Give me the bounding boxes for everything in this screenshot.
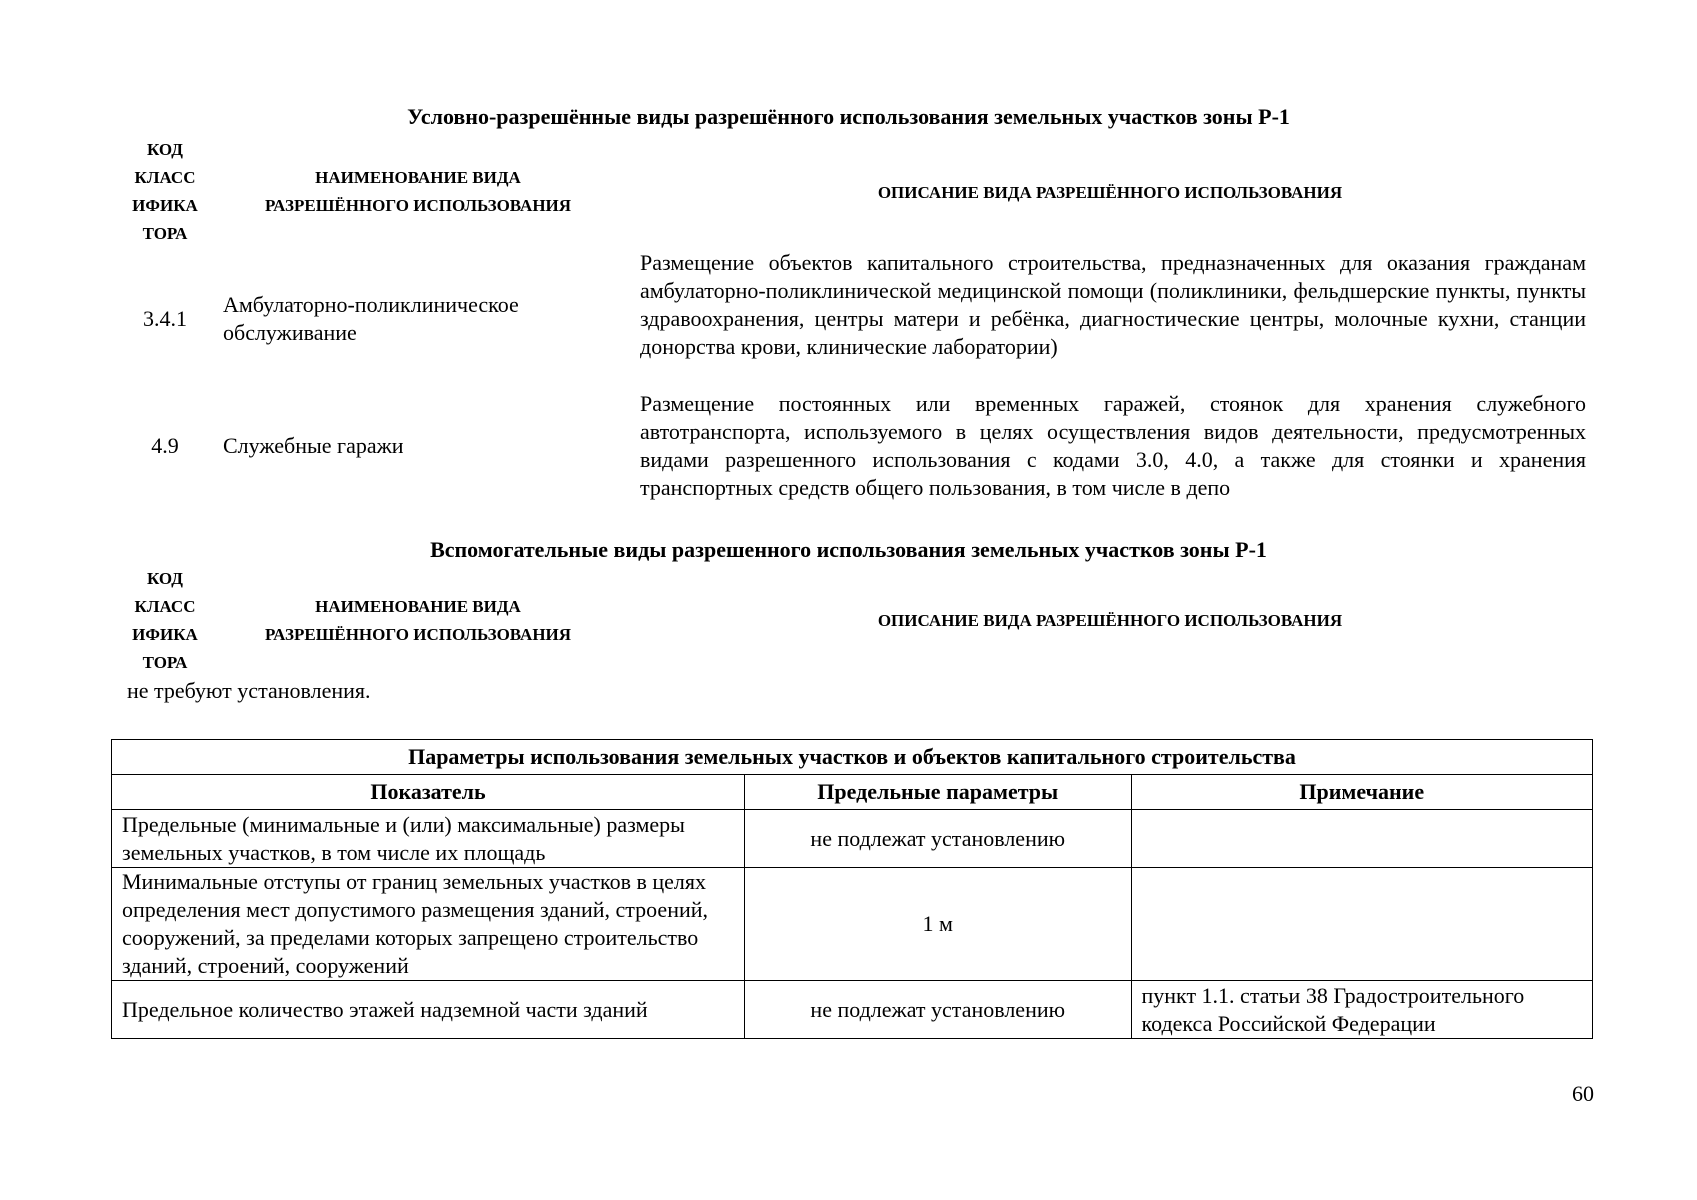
limit-cell: не подлежат установлению: [745, 981, 1132, 1039]
page-number: 60: [1572, 1081, 1594, 1106]
name-column-header: НАИМЕНОВАНИЕ ВИДА РАЗРЕШЁННОГО ИСПОЛЬЗОВАНИЯ: [264, 597, 572, 644]
note-cell: [1131, 868, 1593, 981]
note-cell: пункт 1.1. статьи 38 Градостроительного кодекса Российской Федерации: [1131, 981, 1593, 1039]
code-column-header: КОД КЛАСС ИФИКА ТОРА: [132, 140, 198, 243]
limit-cell: не подлежат установлению: [745, 810, 1132, 868]
table-row: [112, 868, 1593, 981]
row-description: Размещение постоянных или временных гаражей, стоянок для хранения служебного автотранспорта, используемого в целях осуществления видов деятельности, предусмотренных видами разрешенного использования с кодами 3.0, 4.0, а также для стоянки и хранения транспортных средств общего пользования, в том числе в депо: [640, 391, 1586, 500]
column-header-indicator: Показатель: [112, 775, 745, 810]
indicator-cell: Предельное количество этажей надземной части зданий: [112, 981, 745, 1039]
parameters-table-title: Параметры использования земельных участков и объектов капитального строительства: [112, 740, 1593, 775]
description-column-header: ОПИСАНИЕ ВИДА РАЗРЕШЁННОГО ИСПОЛЬЗОВАНИЯ: [877, 183, 1343, 202]
code-column-header: КОД КЛАСС ИФИКА ТОРА: [132, 569, 198, 672]
column-header-note: Примечание: [1131, 775, 1593, 810]
indicator-cell: Минимальные отступы от границ земельных участков в целях определения мест допустимого размещения зданий, строений, сооружений, за пределами которых запрещено строительство зданий, строений, сооружений: [112, 868, 745, 981]
row-code: 4.9: [151, 433, 179, 458]
name-column-header: НАИМЕНОВАНИЕ ВИДА РАЗРЕШЁННОГО ИСПОЛЬЗОВАНИЯ: [264, 168, 572, 215]
indicator-cell: Предельные (минимальные и (или) максимальные) размеры земельных участков, в том числе их площадь: [112, 810, 745, 868]
description-column-header: ОПИСАНИЕ ВИДА РАЗРЕШЁННОГО ИСПОЛЬЗОВАНИЯ: [877, 611, 1343, 630]
auxiliary-section-title: Вспомогательные виды разрешенного использования земельных участков зоны Р-1: [430, 537, 1267, 562]
column-header-limits: Предельные параметры: [745, 775, 1132, 810]
conditional-section-title: Условно-разрешённые виды разрешённого использования земельных участков зоны Р-1: [407, 104, 1290, 129]
row-name: Служебные гаражи: [223, 433, 404, 458]
row-description: Размещение объектов капитального строительства, предназначенных для оказания гражданам амбулаторно-поликлинической медицинской помощи (поликлиники, фельдшерские пункты, пункты здравоохранения, центры матери и ребёнка, диагностические центры, молочные кухни, станции донорства крови, клинические лаборатории): [640, 250, 1586, 359]
table-row: [112, 981, 1593, 1039]
row-code: 3.4.1: [143, 306, 187, 331]
table-row: [112, 810, 1593, 868]
parameters-table: [111, 739, 1593, 1039]
limit-cell: 1 м: [745, 868, 1132, 981]
auxiliary-note: не требуют установления.: [127, 678, 371, 703]
note-cell: [1131, 810, 1593, 868]
row-name: Амбулаторно-поликлиническое обслуживание: [223, 292, 519, 345]
